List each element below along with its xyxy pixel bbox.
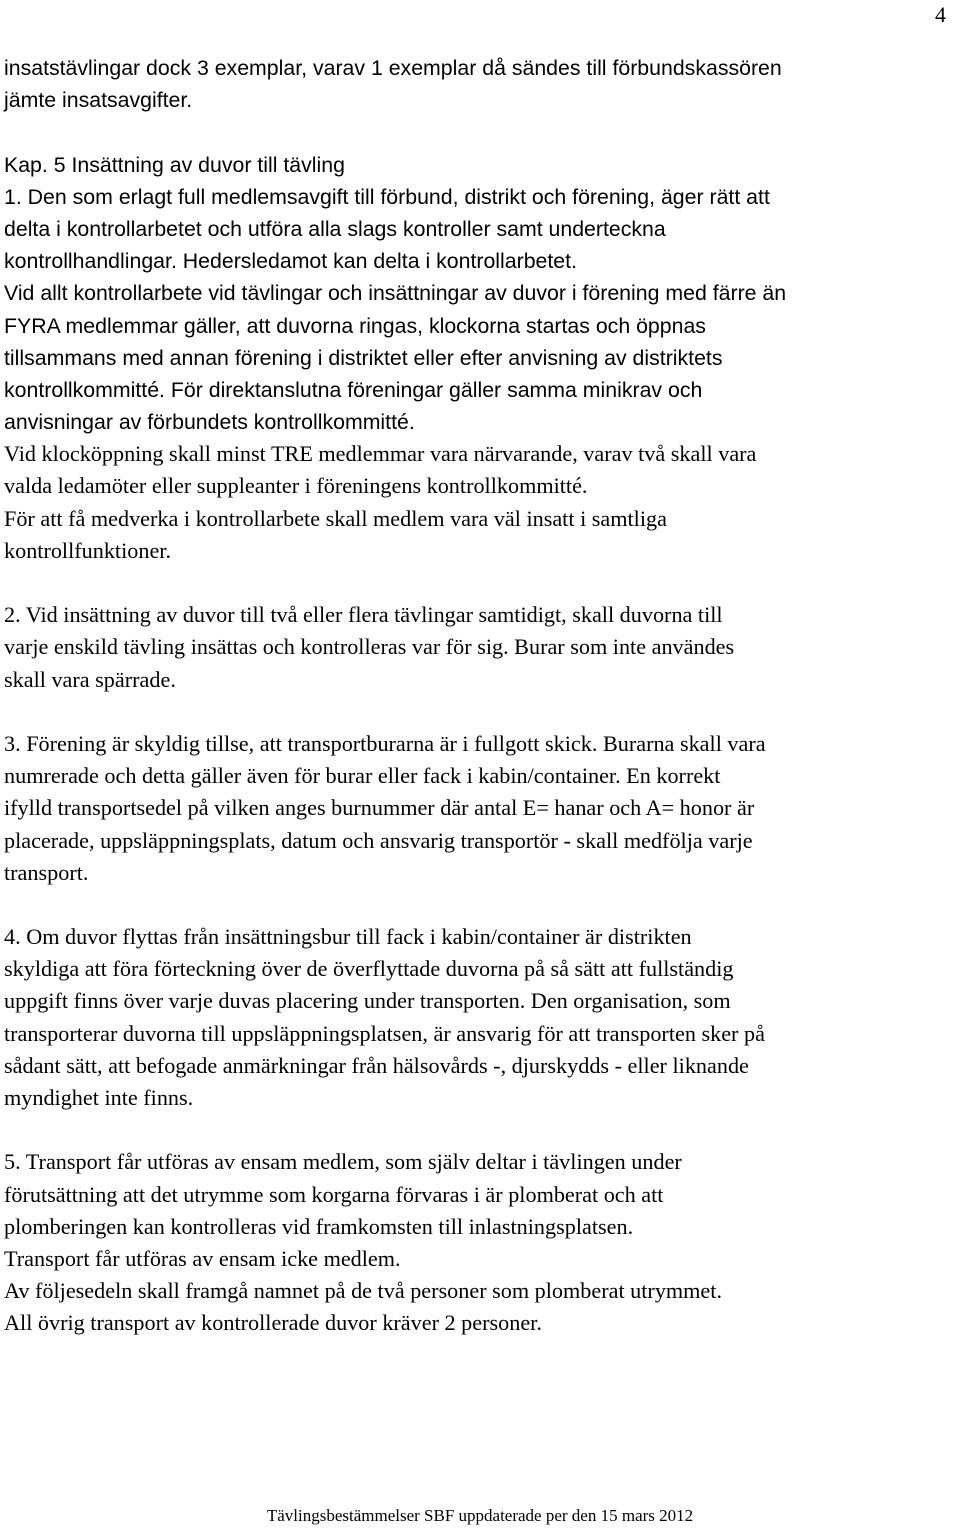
- text-line: Transport får utföras av ensam icke medlem.: [4, 1245, 401, 1271]
- text-line: kontrollhandlingar. Hedersledamot kan delta i kontrollarbetet.: [4, 249, 577, 274]
- paragraph-gap: [4, 696, 958, 728]
- text-line: jämte insatsavgifter.: [4, 88, 193, 113]
- document-body: [4, 52, 958, 1340]
- text-line: transporterar duvorna till uppsläppningsplatsen, är ansvarig för att transporten sker på: [4, 1020, 765, 1046]
- text-line: sådant sätt, att befogade anmärkningar från hälsovårds -, djurskydds - eller liknande: [4, 1052, 749, 1078]
- text-line: 3. Förening är skyldig tillse, att transportburarna är i fullgott skick. Burarna skall vara: [4, 730, 766, 756]
- text-line: All övrig transport av kontrollerade duvor kräver 2 personer.: [4, 1310, 542, 1336]
- text-line: uppgift finns över varje duvas placering under transporten. Den organisation, som: [4, 988, 731, 1014]
- text-line: kontrollfunktioner.: [4, 537, 172, 563]
- text-line: För att få medverka i kontrollarbete skall medlem vara väl insatt i samtliga: [4, 505, 667, 531]
- text-line: numrerade och detta gäller även för burar eller fack i kabin/container. En korrekt: [4, 763, 721, 789]
- text-line: 2. Vid insättning av duvor till två eller flera tävlingar samtidigt, skall duvorna till: [4, 602, 723, 628]
- paragraph-gap: [4, 567, 958, 599]
- text-line: transport.: [4, 859, 89, 885]
- paragraph-gap: [4, 116, 958, 148]
- text-line: Vid allt kontrollarbete vid tävlingar och insättningar av duvor i förening med färre än: [4, 281, 787, 306]
- text-line: plomberingen kan kontrolleras vid framkomsten till inlastningsplatsen.: [4, 1213, 634, 1239]
- chapter-heading: Kap. 5 Insättning av duvor till tävling: [4, 152, 345, 177]
- text-line: Vid klocköppning skall minst TRE medlemmar vara närvarande, varav två skall vara: [4, 441, 757, 467]
- text-line: skyldiga att föra förteckning över de överflyttade duvorna på så sätt att fullständig: [4, 956, 734, 982]
- page-number: 4: [935, 2, 946, 27]
- text-line: Av följesedeln skall framgå namnet på de två personer som plomberat utrymmet.: [4, 1278, 722, 1304]
- text-line: ifylld transportsedel på vilken anges burnummer där antal E= hanar och A= honor är: [4, 795, 755, 821]
- page-footer: Tävlingsbestämmelser SBF uppdaterade per den 15 mars 2012: [266, 1506, 694, 1525]
- text-line: skall vara spärrade.: [4, 666, 176, 692]
- text-line: 5. Transport får utföras av ensam medlem, som själv deltar i tävlingen under: [4, 1149, 682, 1175]
- text-line: delta i kontrollarbetet och utföra alla slags kontroller samt underteckna: [4, 216, 666, 241]
- text-line: FYRA medlemmar gäller, att duvorna ringas, klockorna startas och öppnas: [4, 313, 706, 338]
- text-line: varje enskild tävling insättas och kontrolleras var för sig. Burar som inte användes: [4, 634, 735, 660]
- text-line: tillsammans med annan förening i distriktet eller efter anvisning av distriktets: [4, 345, 723, 370]
- text-line: 4. Om duvor flyttas från insättningsbur till fack i kabin/container är distrikten: [4, 924, 692, 950]
- paragraph-gap: [4, 889, 958, 921]
- text-line: anvisningar av förbundets kontrollkommitté.: [4, 410, 415, 435]
- text-line: kontrollkommitté. För direktanslutna föreningar gäller samma minikrav och: [4, 377, 703, 402]
- text-line: insatstävlingar dock 3 exemplar, varav 1 exemplar då sändes till förbundskassören: [4, 56, 782, 80]
- text-line: förutsättning att det utrymme som korgarna förvaras i är plomberat och att: [4, 1181, 664, 1207]
- paragraph-gap: [4, 1114, 958, 1146]
- text-line: myndighet inte finns.: [4, 1085, 194, 1110]
- text-line: placerade, uppsläppningsplats, datum och ansvarig transportör - skall medfölja varje: [4, 827, 753, 853]
- text-line: 1. Den som erlagt full medlemsavgift till förbund, distrikt och förening, äger rätt att: [4, 184, 770, 209]
- text-line: valda ledamöter eller suppleanter i föreningens kontrollkommitté.: [4, 473, 588, 499]
